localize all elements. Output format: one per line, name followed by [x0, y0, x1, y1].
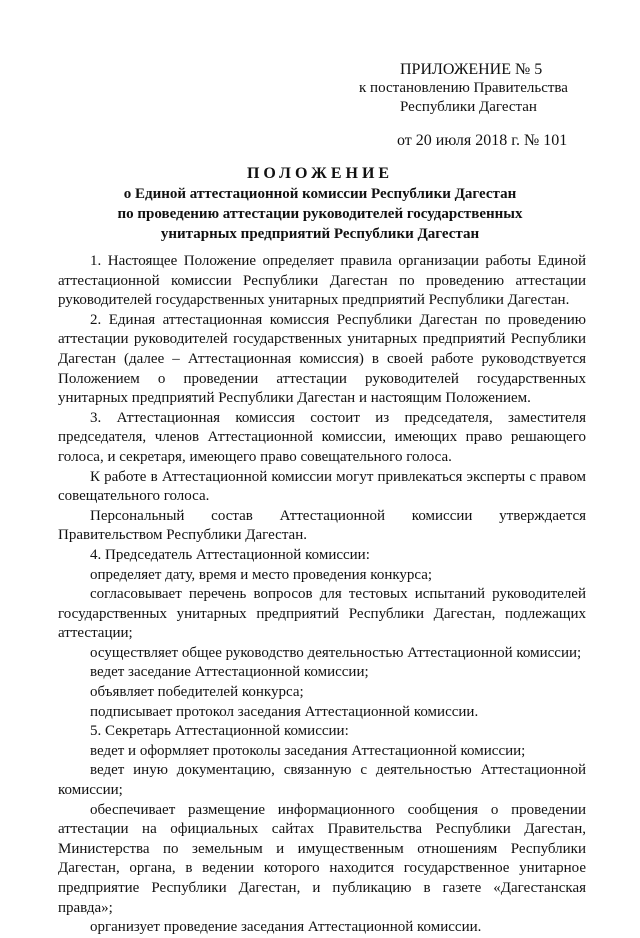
paragraph-3-composition: Персональный состав Аттестационной комиссии утверждается Правительством Республики Дагестан.	[58, 507, 586, 544]
paragraph-2: 2. Единая аттестационная комиссия Республики Дагестан по проведению аттестации руководителей государственных унитарных предприятий Республики Дагестан (далее – Аттестационная комиссия) в своей работе руководствуется Положением о проведении аттестации руководителей государственных унитарных предприятий Республики Дагестан и настоящим Положением.	[58, 311, 586, 407]
appendix-republic: Республики Дагестан	[400, 99, 537, 115]
paragraph-5-item-3: обеспечивает размещение информационного сообщения о проведении аттестации на официальных сайтах Правительства Республики Дагестан, Министерства по земельным и имущественным отношениям Республики Дагестан, органа, в ведении которого находится государственное унитарное предприятие Республики Дагестан, и публикацию в газете «Дагестанская правда»;	[58, 801, 586, 916]
paragraph-3-experts: К работе в Аттестационной комиссии могут привлекаться эксперты с правом совещательного голоса.	[58, 468, 586, 505]
paragraph-1: 1. Настоящее Положение определяет правила организации работы Единой аттестационной комиссии Республики Дагестан по проведению аттестации руководителей государственных унитарных предприятий Республики Дагестан.	[58, 253, 586, 309]
appendix-header	[345, 60, 605, 150]
paragraph-4-item-1: определяет дату, время и место проведения конкурса;	[90, 566, 433, 583]
title-main: ПОЛОЖЕНИЕ	[246, 165, 394, 182]
title-line-2: по проведению аттестации руководителей государственных	[117, 206, 523, 222]
title-line-3: унитарных предприятий Республики Дагестан	[160, 226, 480, 242]
appendix-number: ПРИЛОЖЕНИЕ № 5	[400, 61, 543, 78]
paragraph-5: 5. Секретарь Аттестационной комиссии:	[90, 723, 349, 740]
paragraph-4-item-4: ведет заседание Аттестационной комиссии;	[90, 664, 369, 681]
paragraph-5-item-4: организует проведение заседания Аттестационной комиссии.	[90, 919, 482, 936]
document-title	[60, 163, 580, 244]
paragraph-4-item-2: согласовывает перечень вопросов для тестовых испытаний руководителей государственных унитарных предприятий Республики Дагестан, подлежащих аттестации;	[58, 586, 586, 642]
appendix-date: от 20 июля 2018 г. № 101	[397, 132, 568, 149]
document-body	[58, 252, 586, 938]
title-line-1: о Единой аттестационной комиссии Республики Дагестан	[123, 186, 517, 202]
paragraph-4-item-3: осуществляет общее руководство деятельностью Аттестационной комиссии;	[90, 644, 582, 661]
paragraph-4-item-6: подписывает протокол заседания Аттестационной комиссии.	[90, 703, 479, 720]
paragraph-4-item-5: объявляет победителей конкурса;	[90, 684, 304, 701]
paragraph-5-item-2: ведет иную документацию, связанную с деятельностью Аттестационной комиссии;	[58, 762, 586, 799]
appendix-resolution: к постановлению Правительства	[359, 80, 568, 96]
paragraph-3: 3. Аттестационная комиссия состоит из председателя, заместителя председателя, членов Аттестационной комиссии, имеющих право решающего голоса, и секретаря, имеющего право совещательного голоса.	[58, 409, 586, 465]
paragraph-5-item-1: ведет и оформляет протоколы заседания Аттестационной комиссии;	[90, 742, 526, 759]
paragraph-4: 4. Председатель Аттестационной комиссии:	[90, 546, 370, 563]
